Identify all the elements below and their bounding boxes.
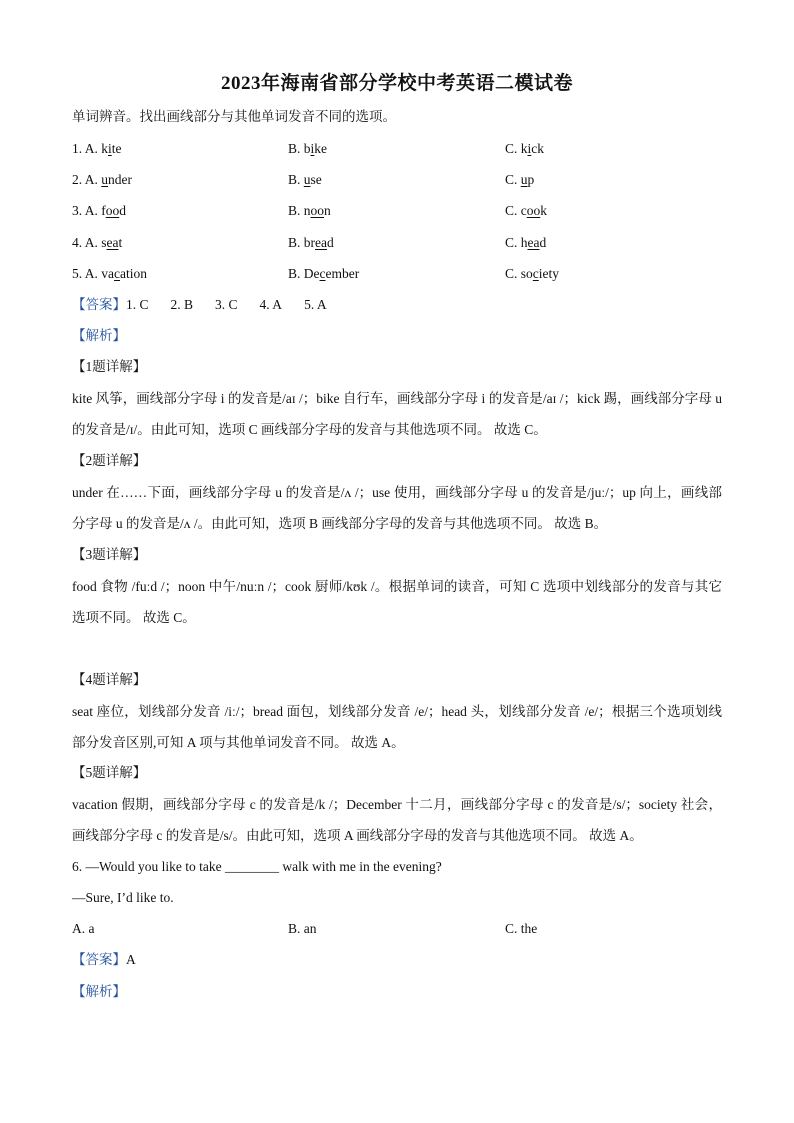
detail-3-tag: 【3题详解】 [72,547,147,562]
answer-item: 2. B [170,297,194,312]
detail-3-text: food 食物 /fuːd /；noon 中午/nuːn /；cook 厨师/kʊk /。根据单词的读音，可知 C 选项中划线部分的发音与其它选项不同。 故选 C。 [72,579,722,625]
answer-value: A [126,952,136,967]
page-title: 2023年海南省部分学校中考英语二模试卷 [220,73,573,94]
detail-5-tag: 【5题详解】 [72,765,147,780]
question-2-option-c: C. up [505,172,535,187]
question-6-answer [72,950,136,970]
answer-item: 4. A [259,297,283,312]
question-5-option-c: C. society [505,266,560,281]
detail-2-tag: 【2题详解】 [72,453,147,468]
question-2-option-a: 2. A. under [72,172,133,187]
answer-item: 3. C [215,297,238,312]
question-5-option-a: 5. A. vacation [72,266,148,281]
question-1-option-b: B. bike [288,141,328,156]
question-5-option-b: B. December [288,266,360,281]
detail-1-text: kite 风筝，画线部分字母 i 的发音是/aɪ /；bike 自行车，画线部分字母 i 的发音是/aɪ /；kick 踢，画线部分字母 u 的发音是/ɪ/。由此可知，选项 C 画线部分字母的发音与其他选项不同。 故选 C。 [72,391,722,437]
question-1-option-a: 1. A. kite [72,141,122,156]
detail-5-text: vacation 假期，画线部分字母 c 的发音是/k /；December 十二月，画线部分字母 c 的发音是/s/；society 社会，画线部分字母 c 的发音是/s/。由此可知，选项 A 画线部分字母的发音与其他选项不同。 故选 A。 [72,797,722,843]
analysis-tag: 【解析】 [72,328,126,343]
detail-1-tag: 【1题详解】 [72,359,147,374]
answer-line [72,295,349,315]
question-3-option-c: C. cook [505,203,548,218]
answer-item: 5. A [304,297,327,312]
question-6-stem: 6. —Would you like to take ________ walk with me in the evening? [72,859,442,874]
question-3-option-a: 3. A. food [72,203,127,218]
detail-2-text: under 在……下面，画线部分字母 u 的发音是/ʌ /；use 使用，画线部分字母 u 的发音是/juː/；up 向上，画线部分字母 u 的发音是/ʌ /。由此可知，选项 B 画线部分字母的发音与其他选项不同。 故选 B。 [72,485,722,531]
answer-item: 1. C [126,297,149,312]
answer-tag: 【答案】 [72,952,126,967]
detail-4-tag: 【4题详解】 [72,672,147,687]
question-1-option-c: C. kick [505,141,545,156]
detail-4-text: seat 座位，划线部分发音 /iː/；bread 面包，划线部分发音 /e/；head 头，划线部分发音 /e/；根据三个选项划线部分发音区别,可知 A 项与其他单词发音不同。 故选 A。 [72,704,722,750]
question-4-option-b: B. bread [288,235,334,250]
question-4-option-a: 4. A. seat [72,235,123,250]
question-3-option-b: B. noon [288,203,331,218]
instruction: 单词辨音。找出画线部分与其他单词发音不同的选项。 [72,109,396,124]
question-6-reply: —Sure, I’d like to. [72,890,174,905]
question-6-option-a: A. a [72,921,95,936]
question-4-option-c: C. head [505,235,547,250]
question-6-option-b: B. an [288,921,317,936]
answer-tag: 【答案】 [72,297,126,312]
question-2-option-b: B. use [288,172,322,187]
question-6-analysis-tag: 【解析】 [72,984,126,999]
question-6-option-c: C. the [505,921,538,936]
